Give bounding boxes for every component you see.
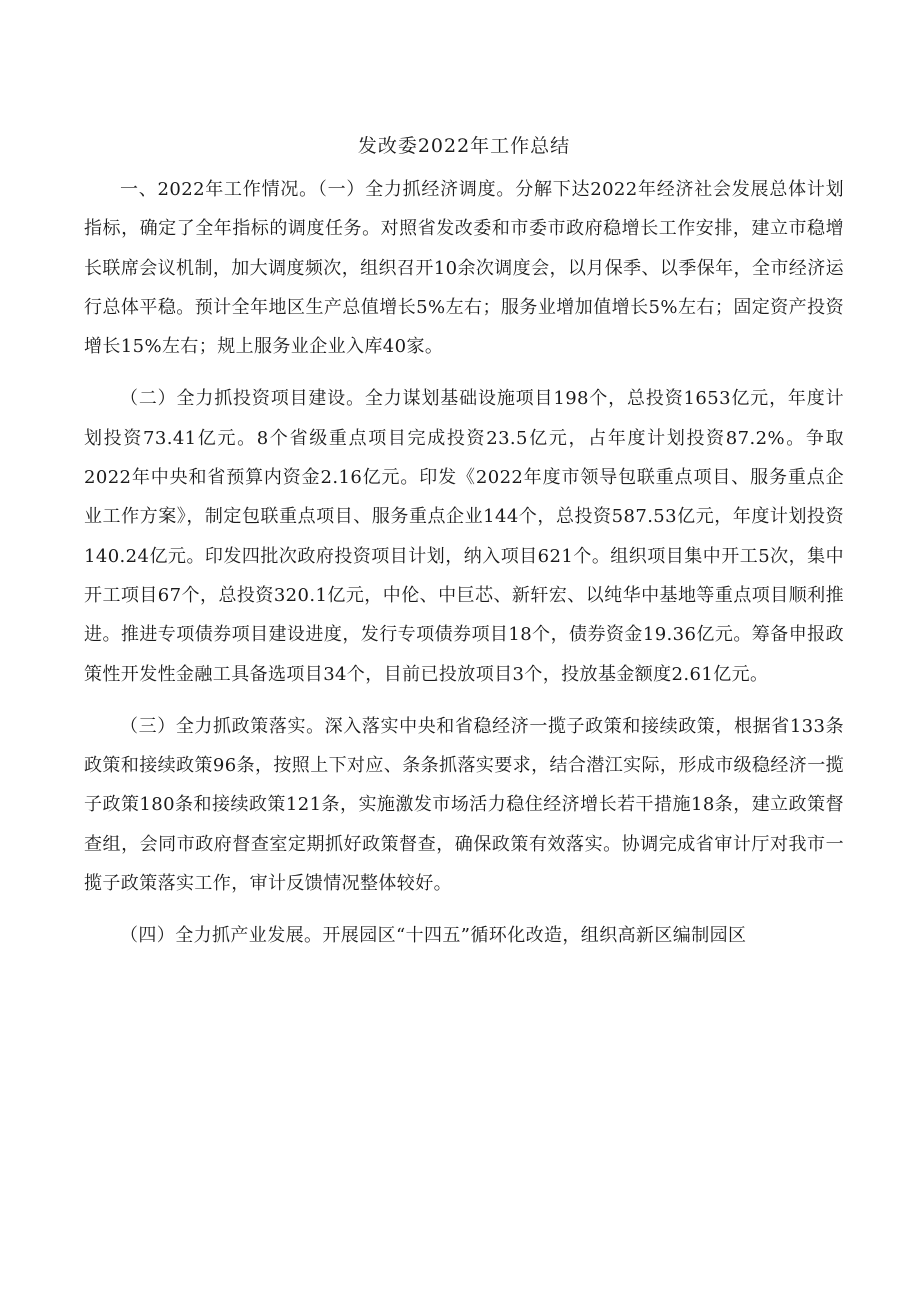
section-heading: 一、2022年工作情况。 — [120, 179, 318, 200]
paragraph-work-status — [84, 170, 844, 366]
paragraph-text: （四）全力抓产业发展。开展园区“十四五”循环化改造，组织高新区编制园区 — [120, 925, 747, 947]
document-page — [84, 128, 844, 969]
paragraph-text: （二）全力抓投资项目建设。全力谋划基础设施项目198个，总投资1653亿元，年度计划投资73.41亿元。8个省级重点项目完成投资23.5亿元，占年度计划投资87.2%。争取2022年中央和省预算内资金2.16亿元。印发《2022年度市领导包联重点项目、服务重点企业工作方案》，制定包联重点项目、服务重点企业144个，总投资587.53亿元，年度计划投资140.24亿元。印发四批次政府投资项目计划，纳入项目621个。组织项目集中开工5次，集中开工项目67个，总投资320.1亿元，中伦、中巨芯、新轩宏、以纯华中基地等重点项目顺利推进。推进专项债券项目建设进度，发行专项债券项目18个，债券资金19.36亿元。筹备申报政策性开发性金融工具备选项目34个，目前已投放项目3个，投放基金额度2.61亿元。 — [84, 388, 844, 685]
paragraph-text: （一）全力抓经济调度。分解下达2022年经济社会发展总体计划指标，确定了全年指标的调度任务。对照省发改委和市委市政府稳增长工作安排，建立市稳增长联席会议机制，加大调度频次，组织召开10余次调度会，以月保季、以季保年，全市经济运行总体平稳。预计全年地区生产总值增长5%左右；服务业增加值增长5%左右；固定资产投资增长15%左右；规上服务业企业入库40家。 — [84, 179, 844, 358]
paragraph-text: （三）全力抓政策落实。深入落实中央和省稳经济一揽子政策和接续政策，根据省133条政策和接续政策96条，按照上下对应、条条抓落实要求，结合潜江实际，形成市级稳经济一揽子政策180条和接续政策121条，实施激发市场活力稳住经济增长若干措施18条，建立政策督查组，会同市政府督查室定期抓好政策督查，确保政策有效落实。协调完成省审计厅对我市一揽子政策落实工作，审计反馈情况整体较好。 — [84, 715, 844, 895]
paragraph-policy-implementation — [84, 707, 844, 903]
paragraph-industry-development — [84, 916, 844, 955]
document-title: 发改委2022年工作总结 — [357, 135, 571, 157]
paragraph-investment-projects — [84, 379, 844, 693]
